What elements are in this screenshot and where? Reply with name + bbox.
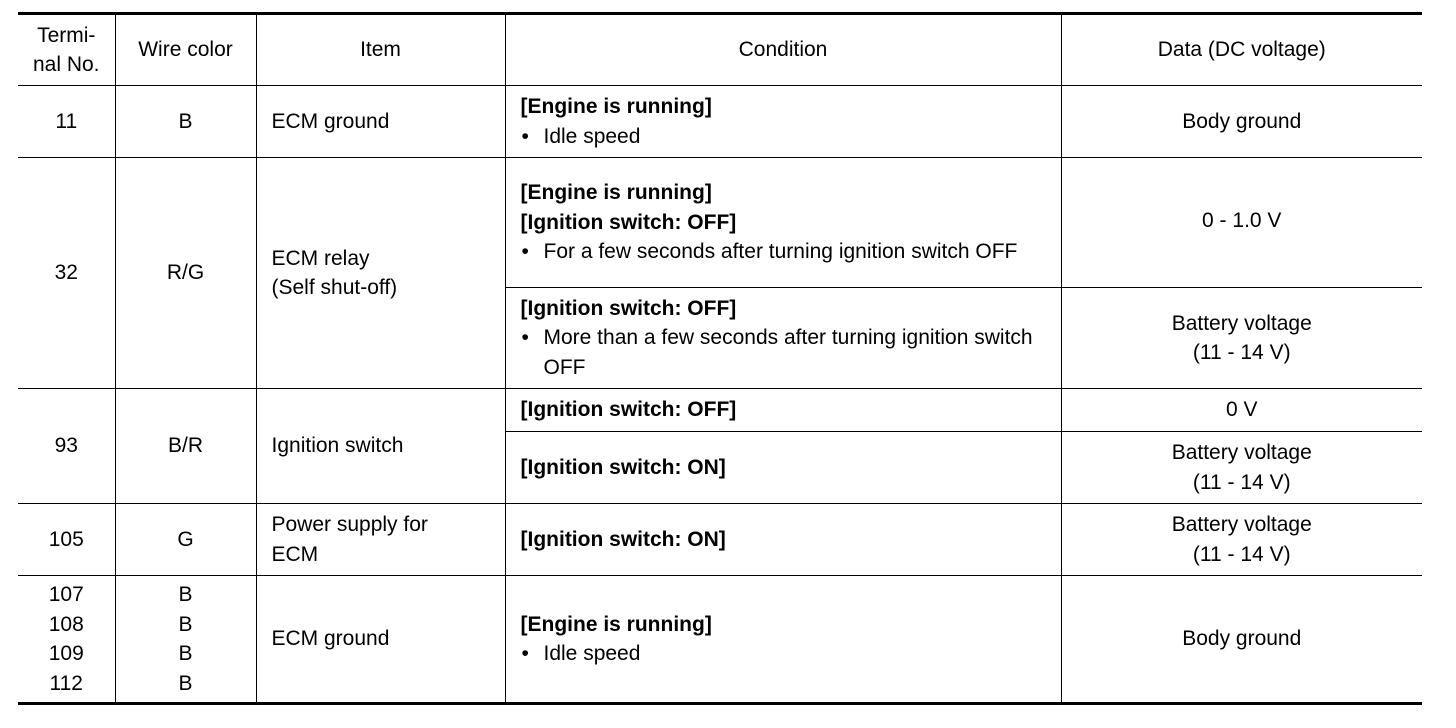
item-cell: ECM relay (Self shut-off)	[256, 158, 505, 389]
wire-color-cell: B/R	[115, 389, 256, 504]
condition-cell	[505, 389, 1061, 432]
data-cell: 0 V	[1061, 389, 1422, 432]
condition-cell	[505, 504, 1061, 576]
header-terminal-no: Termi- nal No.	[18, 14, 115, 86]
header-condition: Condition	[505, 14, 1061, 86]
condition-bullet: • More than a few seconds after turning ignition switch OFF	[521, 323, 1051, 382]
item-cell: Ignition switch	[256, 389, 505, 504]
terminal-cell: 107 108 109 112	[18, 576, 115, 704]
data-cell: 0 - 1.0 V	[1061, 158, 1422, 288]
table-row	[18, 504, 1422, 576]
condition-heading: [Ignition switch: OFF]	[520, 296, 737, 320]
ecm-terminal-table	[18, 12, 1422, 705]
terminal-cell: 105	[18, 504, 115, 576]
condition-cell	[505, 432, 1061, 504]
condition-heading: [Ignition switch: OFF]	[520, 210, 737, 234]
condition-bullet: • Idle speed	[521, 122, 1051, 152]
data-cell: Battery voltage (11 - 14 V)	[1061, 432, 1422, 504]
wire-color-cell: B	[115, 86, 256, 158]
wire-color-cell: G	[115, 504, 256, 576]
condition-cell	[505, 576, 1061, 704]
table-row	[18, 389, 1422, 432]
condition-heading: [Ignition switch: OFF]	[520, 398, 737, 422]
header-data: Data (DC voltage)	[1061, 14, 1422, 86]
condition-heading: [Ignition switch: ON]	[520, 455, 726, 479]
header-row	[18, 14, 1422, 86]
condition-cell	[505, 158, 1061, 288]
table-row	[18, 158, 1422, 288]
table-row	[18, 576, 1422, 704]
data-cell: Body ground	[1061, 86, 1422, 158]
item-cell: ECM ground	[256, 86, 505, 158]
data-cell: Body ground	[1061, 576, 1422, 704]
condition-cell	[505, 86, 1061, 158]
condition-heading: [Engine is running]	[520, 612, 712, 636]
item-cell: ECM ground	[256, 576, 505, 704]
wire-color-cell: R/G	[115, 158, 256, 389]
table-row	[18, 86, 1422, 158]
item-cell: Power supply for ECM	[256, 504, 505, 576]
terminal-cell: 32	[18, 158, 115, 389]
data-cell: Battery voltage (11 - 14 V)	[1061, 288, 1422, 389]
condition-heading: [Ignition switch: ON]	[520, 527, 726, 551]
condition-bullet: • Idle speed	[521, 639, 1051, 669]
condition-heading: [Engine is running]	[520, 181, 712, 205]
header-wire-color: Wire color	[115, 14, 256, 86]
wire-color-cell: B B B B	[115, 576, 256, 704]
terminal-cell: 11	[18, 86, 115, 158]
header-item: Item	[256, 14, 505, 86]
condition-heading: [Engine is running]	[520, 95, 712, 118]
condition-bullet: • For a few seconds after turning ignition switch OFF	[521, 237, 1051, 267]
data-cell: Battery voltage (11 - 14 V)	[1061, 504, 1422, 576]
condition-cell	[505, 288, 1061, 389]
terminal-table-container	[18, 12, 1422, 705]
terminal-cell: 93	[18, 389, 115, 504]
